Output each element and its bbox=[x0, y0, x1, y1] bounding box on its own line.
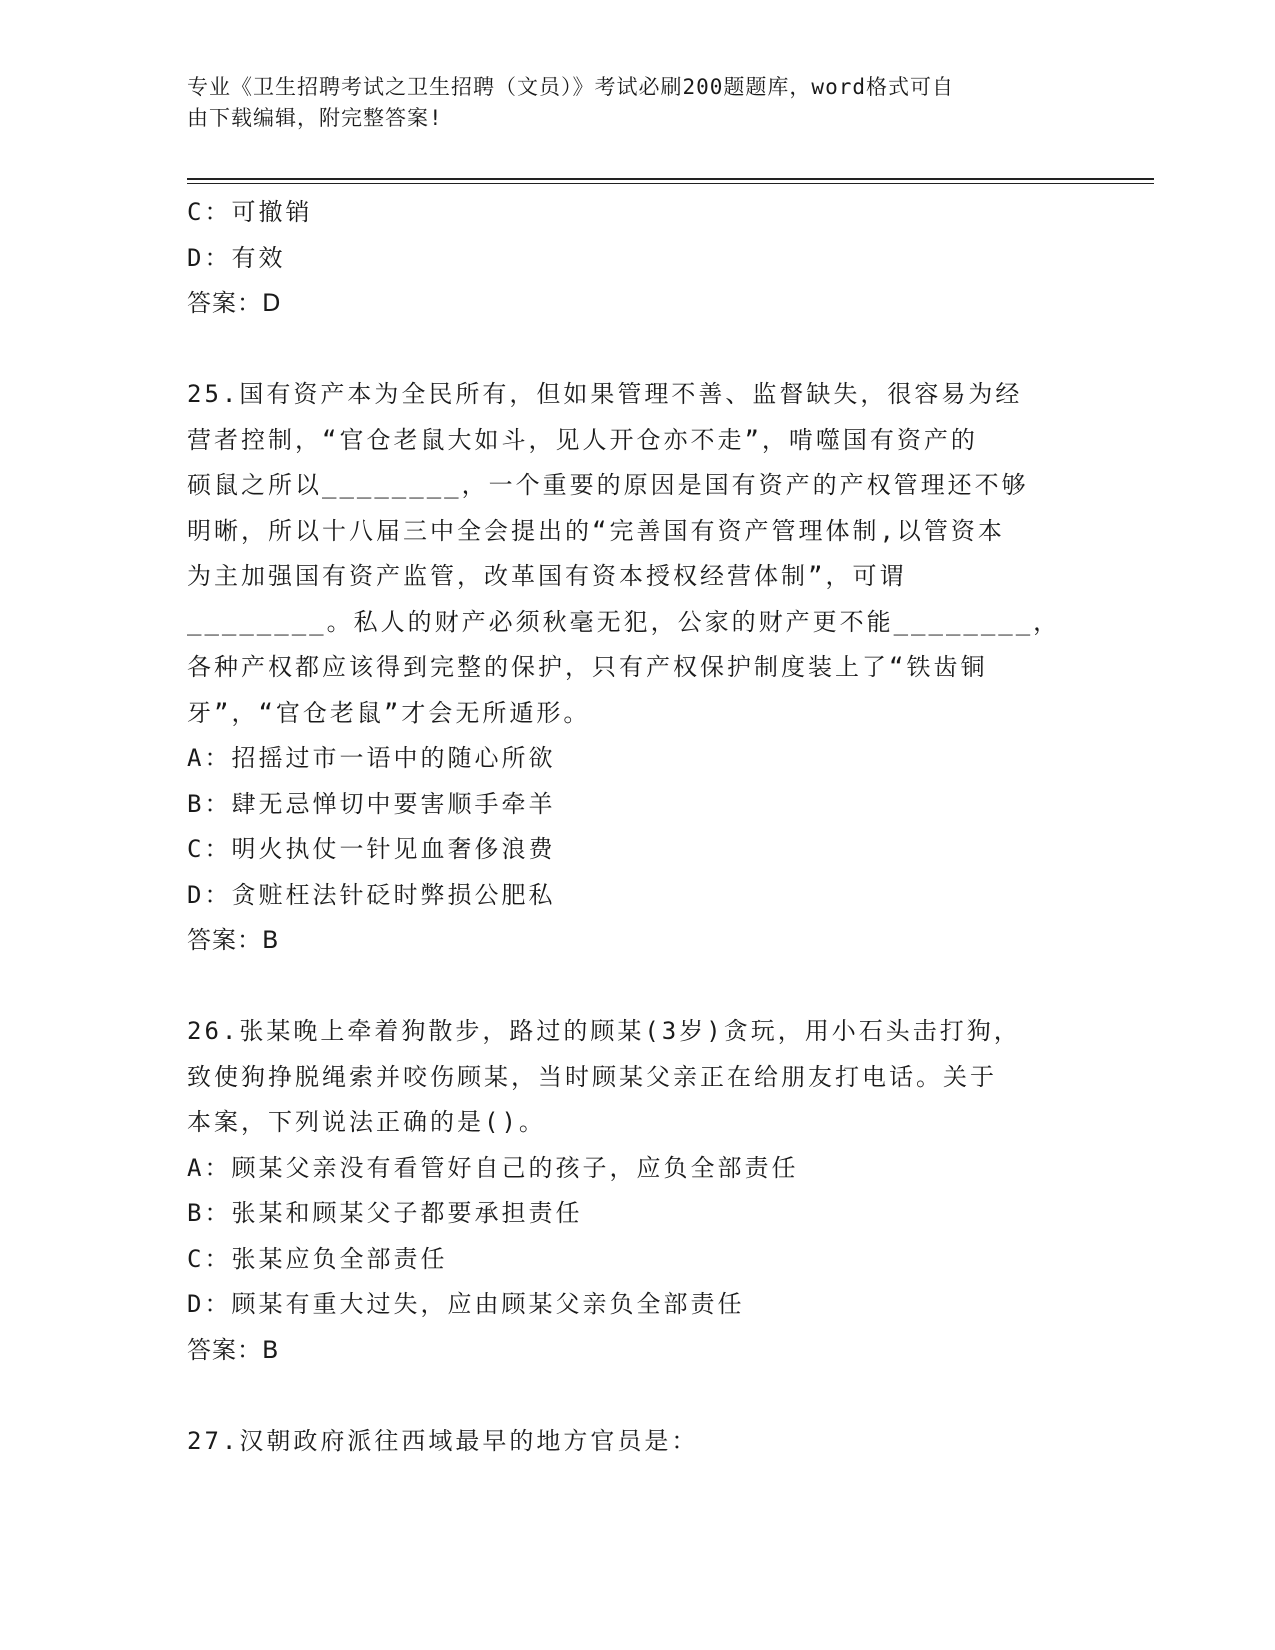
question-27 bbox=[187, 1419, 1087, 1465]
question-text-line: 26.张某晚上牵着狗散步，路过的顾某(3岁)贪玩，用小石头击打狗， bbox=[187, 1017, 1021, 1045]
option-b: B：张某和顾某父子都要承担责任 bbox=[187, 1199, 583, 1227]
document-header bbox=[187, 72, 1087, 134]
question-text-line: 致使狗挣脱绳索并咬伤顾某，当时顾某父亲正在给朋友打电话。关于 bbox=[187, 1062, 997, 1091]
option-a: A：招摇过市一语中的随心所欲 bbox=[187, 744, 556, 772]
question-25 bbox=[187, 372, 1087, 964]
question-gap bbox=[187, 1373, 1087, 1419]
question-text-line: 本案，下列说法正确的是()。 bbox=[187, 1108, 546, 1136]
option-b: B：肆无忌惮切中要害顺手牵羊 bbox=[187, 789, 556, 818]
option-c: C：张某应负全部责任 bbox=[187, 1244, 448, 1273]
header-line-1: 专业《卫生招聘考试之卫生招聘（文员）》考试必刷200题题库，word格式可自 bbox=[187, 75, 954, 99]
option-c: C：可撤销 bbox=[187, 198, 313, 226]
option-d: D：有效 bbox=[187, 243, 286, 272]
option-c: C：明火执仗一针见血奢侈浪费 bbox=[187, 835, 556, 863]
previous-question-tail bbox=[187, 190, 1087, 327]
question-text-line: 明晰，所以十八届三中全会提出的“完善国有资产管理体制,以管资本 bbox=[187, 516, 1005, 545]
option-d: D：顾某有重大过失，应由顾某父亲负全部责任 bbox=[187, 1290, 745, 1318]
option-d: D：贪赃枉法针砭时弊损公肥私 bbox=[187, 880, 556, 909]
question-text-line: 营者控制，“官仓老鼠大如斗，见人开仓亦不走”，啃噬国有资产的 bbox=[187, 425, 978, 454]
question-text-line: 牙”，“官仓老鼠”才会无所遁形。 bbox=[187, 698, 591, 727]
option-a: A：顾某父亲没有看管好自己的孩子，应负全部责任 bbox=[187, 1153, 799, 1182]
question-text-line: 为主加强国有资产监管，改革国有资本授权经营体制”，可谓 bbox=[187, 562, 907, 590]
answer-line: 答案：B bbox=[187, 1335, 280, 1364]
answer-line: 答案：D bbox=[187, 289, 282, 317]
question-text-line: 硕鼠之所以________，一个重要的原因是国有资产的产权管理还不够 bbox=[187, 471, 1029, 499]
answer-line: 答案：B bbox=[187, 926, 280, 954]
header-divider-thick bbox=[187, 178, 1154, 180]
header-line-2: 由下载编辑，附完整答案! bbox=[187, 106, 443, 130]
question-list bbox=[187, 190, 1087, 1464]
question-text-line: 27.汉朝政府派往西域最早的地方官员是： bbox=[187, 1426, 699, 1455]
question-gap bbox=[187, 964, 1087, 1010]
question-text-line: ________。私人的财产必须秋毫无犯，公家的财产更不能________， bbox=[187, 607, 1061, 636]
question-text-line: 各种产权都应该得到完整的保护，只有产权保护制度装上了“铁齿铜 bbox=[187, 653, 988, 681]
question-26 bbox=[187, 1009, 1087, 1373]
header-divider-thin bbox=[187, 183, 1154, 184]
question-gap bbox=[187, 327, 1087, 373]
question-text-line: 25.国有资产本为全民所有，但如果管理不善、监督缺失，很容易为经 bbox=[187, 380, 1023, 408]
